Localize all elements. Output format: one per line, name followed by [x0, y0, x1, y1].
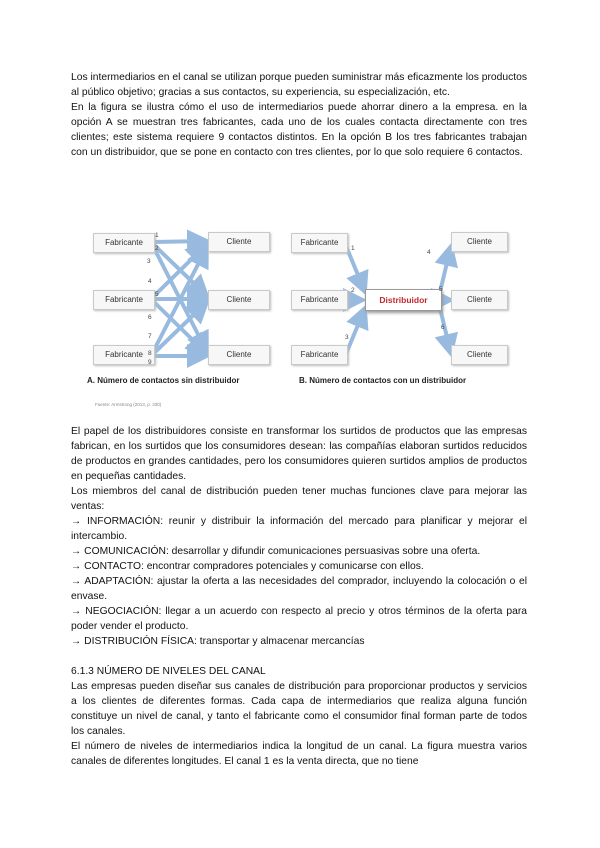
body-text	[71, 424, 527, 769]
b-fabricante-3: Fabricante	[291, 345, 348, 365]
b-number-4: 4	[427, 249, 431, 256]
b-number-1: 1	[351, 245, 355, 252]
arrow-a-1	[153, 241, 207, 242]
a-fabricante-1: Fabricante	[93, 233, 155, 253]
a-number-2: 2	[155, 245, 159, 252]
distribution-figure	[71, 204, 531, 412]
a-cliente-1: Cliente	[208, 232, 270, 252]
b-number-6: 6	[441, 324, 445, 331]
b-cliente-1: Cliente	[451, 232, 508, 252]
b-number-3: 3	[345, 334, 349, 341]
caption-b: B. Número de contactos con un distribuidor	[299, 376, 467, 385]
a-number-7: 7	[148, 333, 152, 340]
list-item: → CONTACTO: encontrar compradores potenciales y comunicarse con ellos.	[71, 561, 424, 572]
a-number-8: 8	[148, 350, 152, 357]
b-cliente-3: Cliente	[451, 345, 508, 365]
list-item: → DISTRIBUCIÓN FÍSICA: transportar y almacenar mercancías	[71, 636, 365, 647]
a-cliente-2: Cliente	[208, 290, 270, 310]
arrow-b-3	[346, 308, 365, 354]
b-number-5: 5	[439, 286, 443, 293]
a-number-5: 5	[155, 291, 159, 298]
intro-text	[71, 70, 527, 160]
list-item: → INFORMACIÓN: reunir y distribuir la información del mercado para planificar y mejorar el intercambio.	[71, 516, 527, 542]
list-item: → COMUNICACIÓN: desarrollar y difundir comunicaciones persuasivas sobre una oferta.	[71, 546, 481, 557]
section-heading: 6.1.3 NÚMERO DE NIVELES DEL CANAL	[71, 666, 266, 677]
a-fabricante-2: Fabricante	[93, 290, 155, 310]
a-number-1: 1	[155, 232, 159, 239]
b-cliente-2: Cliente	[451, 290, 508, 310]
paragraph-funciones: Los miembros del canal de distribución pueden tener muchas funciones clave para mejorar las ventas:	[71, 486, 527, 512]
b-fabricante-1: Fabricante	[291, 233, 348, 253]
list-item: → ADAPTACIÓN: ajustar la oferta a las necesidades del comprador, incluyendo la colocación o el envase.	[71, 576, 527, 602]
a-number-4: 4	[148, 278, 152, 285]
a-number-6: 6	[148, 314, 152, 321]
b-number-2: 2	[351, 287, 355, 294]
b-fabricante-2: Fabricante	[291, 290, 348, 310]
paragraph-figura: En la figura se ilustra cómo el uso de intermediarios puede ahorrar dinero a la empresa. en la opción A se muestran tres fabricantes, cada uno de los cuales contacta directamente con tres clientes; este sistema requiere 9 contactos distintos. En la opción B los tres fabricantes trabajan con un distribuidor, que se pone en contacto con tres clientes, por lo que solo requiere 6 contactos.	[71, 102, 527, 158]
list-item: → NEGOCIACIÓN: llegar a un acuerdo con respecto al precio y otros términos de la oferta para poder vender el producto.	[71, 606, 527, 632]
a-cliente-3: Cliente	[208, 345, 270, 365]
a-fabricante-3: Fabricante	[93, 345, 155, 365]
a-number-3: 3	[147, 258, 151, 265]
paragraph-papel: El papel de los distribuidores consiste en transformar los surtidos de productos que las empresas fabrican, en los surtidos que los consumidores desean: las compañías elaboran surtidos reducidos de productos en grandes cantidades, pero los consumidores quieren surtidos amplios de productos en pequeñas cantidades.	[71, 426, 527, 482]
paragraph-intermediarios: Los intermediarios en el canal se utilizan porque pueden suministrar más eficazmente los productos al público objetivo; gracias a sus contactos, su experiencia, su especialización, etc.	[71, 72, 527, 98]
paragraph-disenar: Las empresas pueden diseñar sus canales de distribución para proporcionar productos y servicios a los clientes de diferentes formas. Cada capa de intermediarios que realiza alguna función constituye un nivel de canal, y tanto el fabricante como el consumidor final forman parte de todos los canales.	[71, 681, 527, 737]
arrow-b-1	[346, 246, 365, 292]
arrow-b-6	[440, 308, 451, 354]
figure-source: Fuente: Armstrong (2013, p. 330)	[95, 402, 162, 407]
b-distribuidor: Distribuidor	[365, 289, 442, 311]
a-number-9: 9	[148, 359, 152, 366]
paragraph-niveles: El número de niveles de intermediarios indica la longitud de un canal. La figura muestra varios canales de diferentes longitudes. El canal 1 es la venta directa, que no tiene	[71, 741, 527, 767]
caption-a: A. Número de contactos sin distribuidor	[87, 376, 240, 385]
